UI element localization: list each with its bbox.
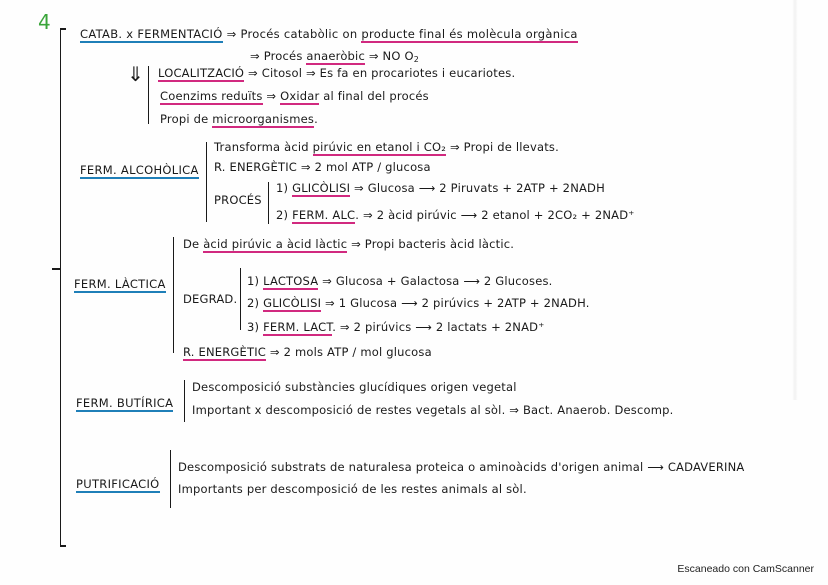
definition-text: ⇒ Procés [250,49,307,63]
highlighted-text: pirúvic en etanol i CO₂ [312,140,447,154]
definition-line-2 [250,49,419,67]
highlighted-text: GLICÒLISI [292,181,351,195]
sub-brace [148,66,149,124]
note-text: al final del procés [319,89,429,103]
step-text: . ⇒ 2 pirúvics ⟶ 2 lactats + 2NAD⁺ [332,320,545,334]
definition-text: De [183,237,204,251]
section-title-alcoholica [80,163,199,177]
putrificacio-line-1: Descomposició substrats de naturalesa proteica o aminoàcids d'origen animal ⟶ CADAVERINA [178,460,745,474]
putrificacio-brace [170,450,171,508]
highlighted-text: FERM. LACT [263,320,333,334]
step-text: ⇒ Glucosa ⟶ 2 Piruvats + 2ATP + 2NADH [350,181,605,195]
implies-down-arrow-icon: ⇓ [127,62,144,86]
highlighted-text: R. ENERGÈTIC [183,345,267,359]
note-text: ⇒ Citosol ⇒ Es fa en procariotes i eucariotes. [244,66,516,80]
section-title-text: FERM. BUTÍRICA [76,396,174,410]
note-microorganismes [160,112,318,126]
section-title-text: PUTRIFICACIÓ [76,477,160,491]
section-title-butirica [76,396,173,410]
alcoholica-line-2: R. ENERGÈTIC ⇒ 2 mol ATP / glucosa [214,160,431,174]
step-number: 1) [276,181,289,195]
subscript: 2 [413,55,419,64]
definition-text: ⇒ NO O [364,49,414,63]
definition-text: ⇒ Propi de llevats. [446,140,559,154]
butirica-brace [184,380,185,422]
alcoholica-brace [206,142,207,222]
proces-step-1 [276,181,605,195]
lactica-brace [173,237,174,353]
degrad-label: DEGRAD. [183,292,238,306]
note-coenzims [160,89,429,103]
arrow-icon: ⇒ [262,89,281,103]
note-text: . [314,112,318,126]
section-title-lactica [74,277,166,291]
lactica-line-1 [183,237,514,251]
step-number: 2) [247,296,260,310]
degrad-step-2 [247,296,590,310]
section-title-text: FERM. LÀCTICA [74,277,166,291]
definition-text: ⇒ Propi bacteris àcid làctic. [347,237,515,251]
degrad-step-1 [247,274,553,288]
proces-brace [268,182,269,224]
section-title-text: CATAB. x FERMENTACIÓ [80,27,223,41]
degrad-brace [240,268,241,330]
highlighted-text: anaeròbic [306,49,365,63]
step-text: . ⇒ 2 àcid pirúvic ⟶ 2 etanol + 2CO₂ + 2NAD⁺ [355,208,635,222]
step-text: ⇒ Glucosa + Galactosa ⟶ 2 Glucoses. [318,274,553,288]
step-number: 1) [247,274,260,288]
section-title-putrificacio [76,477,160,491]
section-title-catab [80,27,578,41]
brace-tick [52,268,61,270]
outer-brace [60,28,61,546]
section-title-text: FERM. ALCOHÒLICA [80,163,199,177]
step-number: 2) [276,208,289,222]
putrificacio-line-2: Importants per descomposició de les restes animals al sòl. [178,482,527,496]
note-text: Propi de [160,112,213,126]
highlighted-text: producte final és molècula orgànica [361,27,578,41]
page-edge-shadow [792,0,798,400]
definition-text: Transforma àcid [214,140,313,154]
highlighted-text: microorganismes [212,112,315,126]
highlighted-text: LACTOSA [263,274,319,288]
highlighted-text: FERM. ALC [292,208,356,222]
definition-text: Procés catabòlic on [240,27,362,41]
degrad-step-3 [247,320,544,334]
highlighted-text: Coenzims reduïts [160,89,263,103]
camscanner-watermark: Escaneado con CamScanner [677,563,814,575]
butirica-line-2: Important x descomposició de restes vegetals al sòl. ⇒ Bact. Anaerob. Descomp. [192,403,674,417]
highlighted-text: Oxidar [280,89,320,103]
page-number: 4 [38,10,51,34]
butirica-line-1: Descomposició substàncies glucídiques origen vegetal [192,380,517,394]
brace-tick [60,28,66,30]
lactica-energetic [183,345,432,359]
highlighted-text: LOCALITZACIÓ [158,66,245,80]
arrow-icon: ⇒ [226,27,237,41]
proces-step-2 [276,208,635,222]
highlighted-text: GLICÒLISI [263,296,322,310]
note-localitzacio [158,66,515,80]
step-number: 3) [247,320,260,334]
step-text: ⇒ 1 Glucosa ⟶ 2 pirúvics + 2ATP + 2NADH. [321,296,590,310]
brace-tick [60,545,66,547]
highlighted-text: àcid pirúvic a àcid làctic [203,237,348,251]
definition-text: ⇒ 2 mols ATP / mol glucosa [266,345,432,359]
alcoholica-line-1 [214,140,559,154]
proces-label: PROCÉS [214,193,262,207]
